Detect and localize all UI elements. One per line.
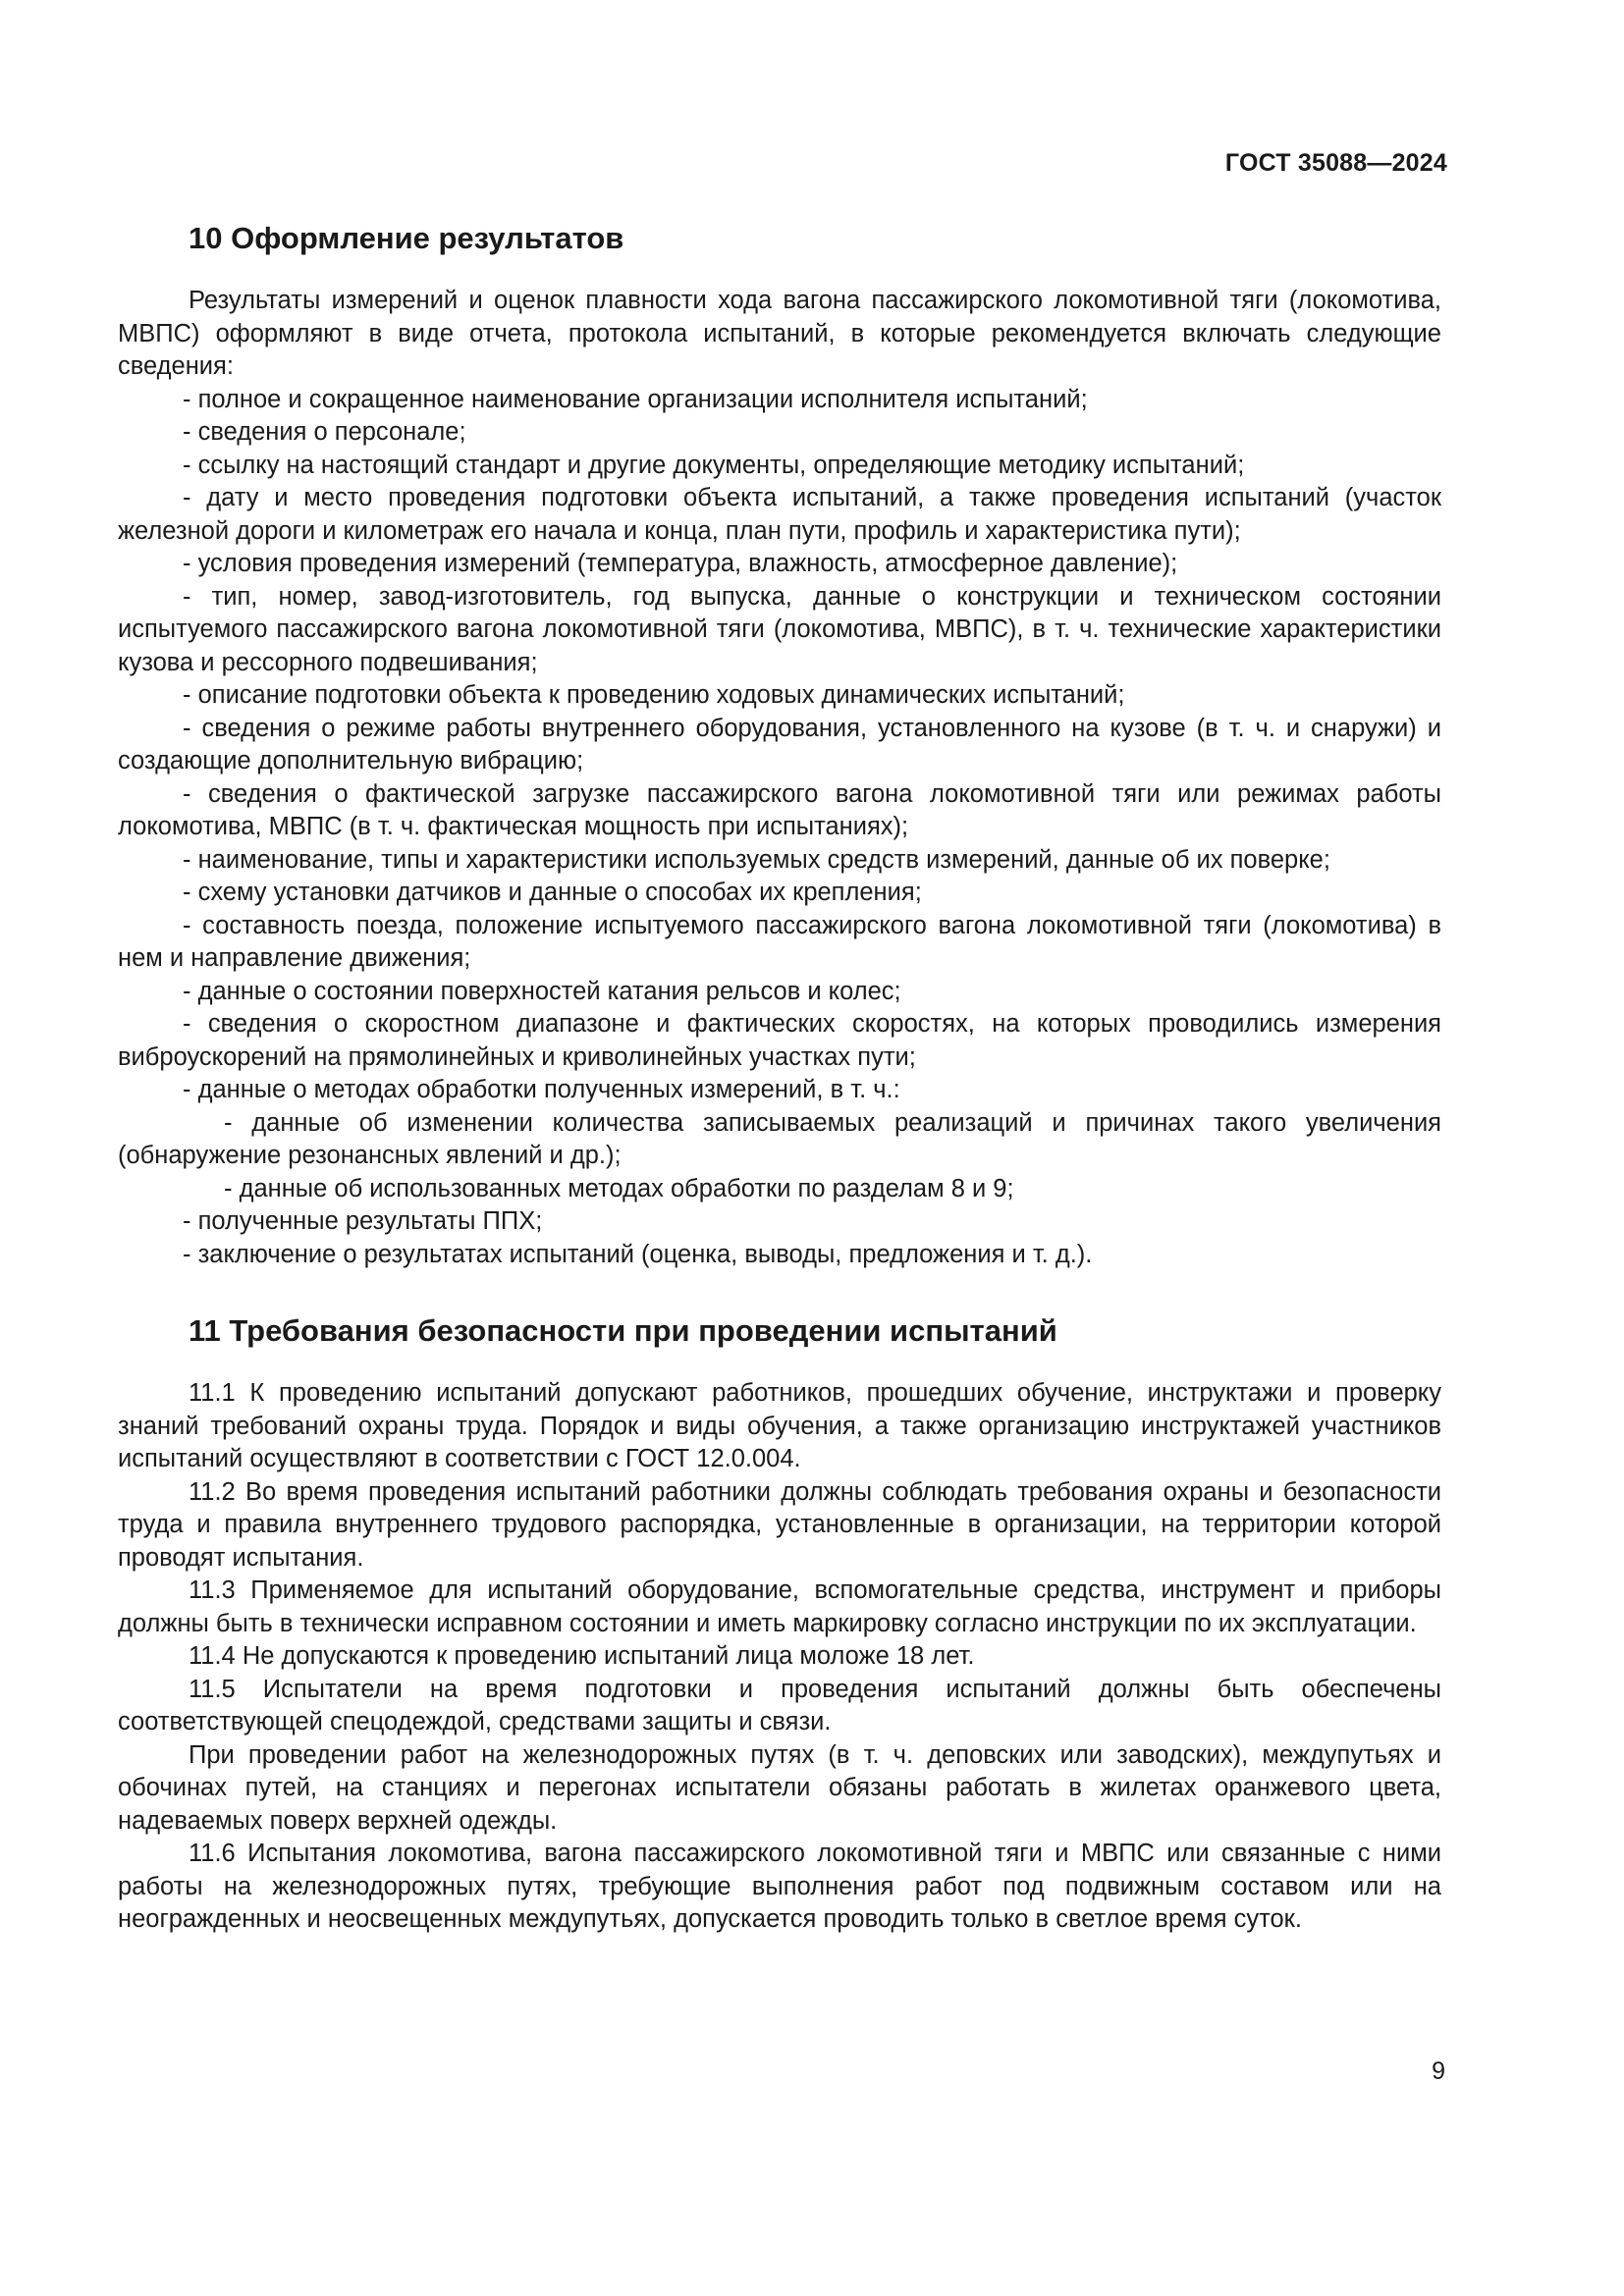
sub-list-item: - данные об изменении количества записываемых реализаций и причинах такого увеличения (обнаружение резонансных явлений и др.); bbox=[118, 1108, 1441, 1169]
list-item: - данные о методах обработки полученных измерений, в т. ч.: bbox=[183, 1076, 900, 1103]
section-11-title: 11 Требования безопасности при проведении испытаний bbox=[189, 1313, 1057, 1348]
list-item: - данные о состоянии поверхностей катания рельсов и колес; bbox=[183, 977, 901, 1005]
list-item: - ссылку на настоящий стандарт и другие документы, определяющие методику испытаний; bbox=[183, 451, 1245, 479]
section-10-intro: Результаты измерений и оценок плавности хода вагона пассажирского локомотивной тяги (локомотива, МВПС) оформляют в виде отчета, протокола испытаний, в которые рекомендуется включать следующие сведения: bbox=[118, 287, 1441, 380]
page-number: 9 bbox=[1432, 2057, 1445, 2085]
list-item: - заключение о результатах испытаний (оценка, выводы, предложения и т. д.). bbox=[183, 1240, 1093, 1268]
list-item: - сведения о фактической загрузке пассажирского вагона локомотивной тяги или режимах работы локомотива, МВПС (в т. ч. фактическая мощность при испытаниях); bbox=[118, 779, 1441, 840]
paragraph-11-2: 11.2 Во время проведения испытаний работники должны соблюдать требования охраны и безопасности труда и правила внутреннего трудового распорядка, установленные в организации, на территории которой проводят испытания. bbox=[118, 1477, 1441, 1572]
document-code: ГОСТ 35088—2024 bbox=[1224, 149, 1447, 177]
list-item: - дату и место проведения подготовки объекта испытаний, а также проведения испытаний (участок железной дороги и километраж его начала и конца, план пути, профиль и характеристика пути); bbox=[118, 484, 1441, 545]
list-item: - наименование, типы и характеристики используемых средств измерений, данные об их поверке; bbox=[183, 845, 1330, 874]
list-item: - описание подготовки объекта к проведению ходовых динамических испытаний; bbox=[183, 681, 1125, 709]
list-item: - схему установки датчиков и данные о способах их крепления; bbox=[183, 879, 922, 906]
list-item: - составность поезда, положение испытуемого пассажирского вагона локомотивной тяги (локомотива) в нем и направление движения; bbox=[118, 911, 1441, 972]
sub-list-item: - данные об использованных методах обработки по разделам 8 и 9; bbox=[224, 1174, 1014, 1202]
paragraph-11-5-cont: При проведении работ на железнодорожных путях (в т. ч. деповских или заводских), междупутьях и обочинах путей, на станциях и перегонах испытатели обязаны работать в жилетах оранжевого цвета, надеваемых поверх верхней одежды. bbox=[118, 1740, 1441, 1835]
paragraph-11-1: 11.1 К проведению испытаний допускают работников, прошедших обучение, инструктажи и проверку знаний требований охраны труда. Порядок и виды обучения, а также организацию инструктажей участников испытаний осуществляют в соответствии с ГОСТ 12.0.004. bbox=[118, 1379, 1441, 1472]
list-item: - тип, номер, завод-изготовитель, год выпуска, данные о конструкции и техническом состоянии испытуемого пассажирского вагона локомотивной тяги (локомотива, МВПС), в т. ч. технические характеристики кузова и рессорного подвешивания; bbox=[118, 582, 1441, 676]
paragraph-11-4: 11.4 Не допускаются к проведению испытаний лица моложе 18 лет. bbox=[189, 1642, 975, 1670]
list-item: - условия проведения измерений (температура, влажность, атмосферное давление); bbox=[183, 550, 1178, 577]
paragraph-11-6: 11.6 Испытания локомотива, вагона пассажирского локомотивной тяги и МВПС или связанные с ними работы на железнодорожных путях, требующие выполнения работ под подвижным составом или на неогражденных и неосвещенных междупутьях, допускается проводить только в светлое время суток. bbox=[118, 1840, 1441, 1933]
list-item: - полное и сокращенное наименование организации исполнителя испытаний; bbox=[183, 385, 1088, 413]
paragraph-11-3: 11.3 Применяемое для испытаний оборудование, вспомогательные средства, инструмент и приборы должны быть в технически исправном состоянии и иметь маркировку согласно инструкции по их эксплуатации. bbox=[118, 1576, 1441, 1637]
paragraph-11-5: 11.5 Испытатели на время подготовки и проведения испытаний должны быть обеспечены соответствующей спецодеждой, средствами защиты и связи. bbox=[118, 1675, 1441, 1735]
list-item: - сведения о персонале; bbox=[183, 418, 466, 446]
list-item: - сведения о режиме работы внутреннего оборудования, установленного на кузове (в т. ч. и снаружи) и создающие дополнительную вибрацию; bbox=[118, 714, 1441, 774]
list-item: - сведения о скоростном диапазоне и фактических скоростях, на которых проводились измерения виброускорений на прямолинейных и криволинейных участках пути; bbox=[118, 1010, 1441, 1071]
section-10-title: 10 Оформление результатов bbox=[189, 221, 624, 255]
page-content bbox=[118, 218, 1441, 1937]
list-item: - полученные результаты ППХ; bbox=[183, 1207, 543, 1235]
